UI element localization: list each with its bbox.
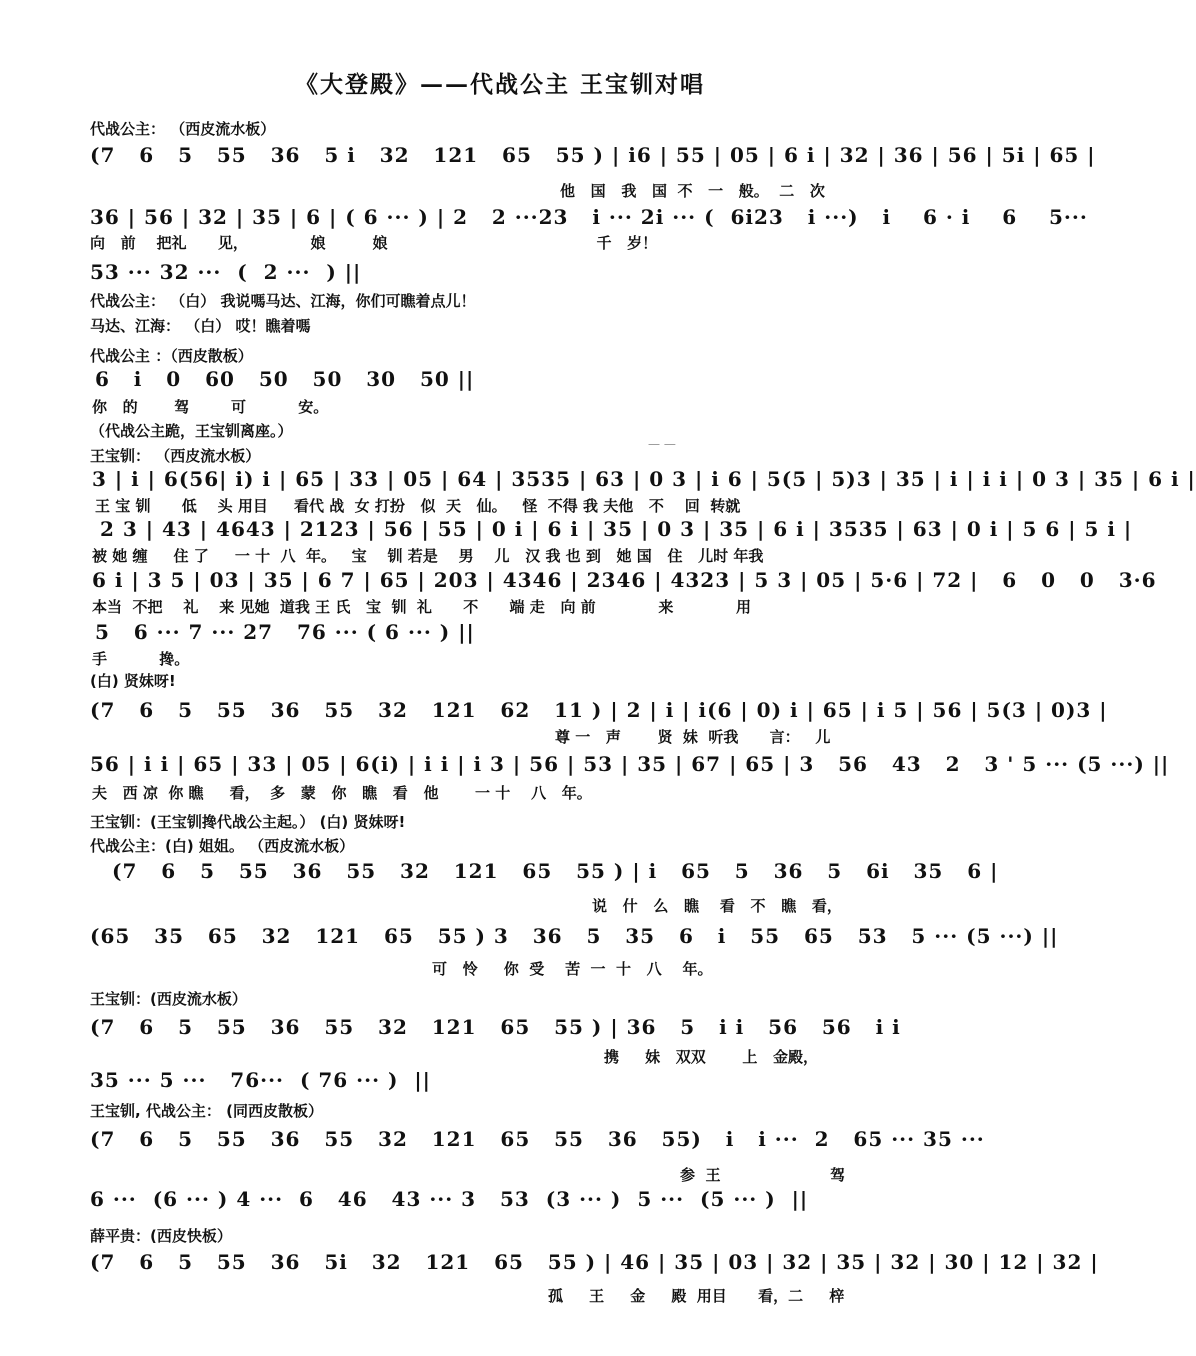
- lyrics-line: 可 怜 你 受 苦 一 十 八 年。: [432, 960, 713, 978]
- lyrics-line: 王 宝 钏 低 头 用目 看代 战 女 打扮 似 天 仙。 怪 不得 我 夫他 不 回 转就: [95, 497, 741, 515]
- speaker-label: （代战公主跪，王宝钏离座。）: [90, 422, 293, 440]
- notation-line: (7 6 5 55 36 55 32 121 65 55 ) | 36 5 i i 56 56 i i: [90, 1015, 901, 1039]
- notation-line: 2 3 | 43 | 4643 | 2123 | 56 | 55 | 0 i | 6 i | 35 | 0 3 | 35 | 6 i | 3535 | 63 | 0 i | 5 6 | 5 i |: [100, 517, 1133, 541]
- lyrics-line: 向 前 把礼 见， 娘 娘 千 岁！: [90, 234, 658, 252]
- notation-line: 3 | i | 6(56| i) i | 65 | 33 | 05 | 64 | 3535 | 63 | 0 3 | i 6 | 5(5 | 5)3 | 35 | i | i i | 0 3 | 35 | 6 i |: [92, 467, 1196, 491]
- speaker-label: (白) 贤妹呀!: [90, 672, 176, 690]
- speaker-label: 代战公主 ：（西皮散板）: [90, 347, 253, 365]
- speaker-label: 代战公主：(白) 姐姐。 （西皮流水板）: [90, 837, 355, 855]
- notation-line: 36 | 56 | 32 | 35 | 6 | ( 6 ··· ) | 2 2 ···23 i ··· 2i ··· ( 6i23 i ···) i 6 · i 6 5···: [90, 205, 1088, 229]
- speaker-label: 代战公主： （白） 我说嗎马达、江海，你们可瞧着点儿！: [90, 292, 476, 310]
- notation-line: 56 | i i | 65 | 33 | 05 | 6(i) | i i | i 3 | 56 | 53 | 35 | 67 | 65 | 3 56 43 2 3 ' 5 ··· (5 ···) ||: [90, 752, 1170, 776]
- lyrics-line: 你 的 驾 可 安。: [92, 398, 329, 416]
- notation-line: 53 ··· 32 ··· ( 2 ··· ) ||: [90, 260, 362, 284]
- notation-line: 6 i 0 60 50 50 30 50 ||: [95, 367, 475, 391]
- lyrics-line: 孤 王 金 殿 用目 看，二 梓: [548, 1287, 845, 1305]
- notation-line: (7 6 5 55 36 55 32 121 65 55 36 55) i i ··· 2 65 ··· 35 ···: [90, 1127, 985, 1151]
- notation-line: 6 i | 3 5 | 03 | 35 | 6 7 | 65 | 203 | 4346 | 2346 | 4323 | 5 3 | 05 | 5·6 | 72 | 6 0 0 3·6: [92, 568, 1157, 592]
- lyrics-line: 被 她 缠 住 了 一 十 八 年。 宝 钏 若是 男 儿 汉 我 也 到 她 国 住 儿时 年我: [92, 547, 764, 565]
- notation-line: (7 6 5 55 36 55 32 121 62 11 ) | 2 | i | i(6 | 0) i | 65 | i 5 | 56 | 5(3 | 0)3 |: [90, 698, 1108, 722]
- speaker-label: 王宝钏：(西皮流水板）: [90, 990, 247, 1008]
- lyrics-line: 参 王 驾: [680, 1166, 846, 1184]
- lyrics-line: 尊 一 声 贤 妹 听我 言： 儿: [555, 728, 831, 746]
- scan-mark: — —: [648, 437, 676, 451]
- lyrics-line: 携 妹 双双 上 金殿，: [604, 1048, 818, 1066]
- notation-line: (65 35 65 32 121 65 55 ) 3 36 5 35 6 i 55 65 53 5 ··· (5 ···) ||: [90, 924, 1059, 948]
- speaker-label: 代战公主： （西皮流水板）: [90, 120, 276, 138]
- speaker-label: 王宝钏：(王宝钏搀代战公主起。） (白) 贤妹呀!: [90, 813, 406, 831]
- speaker-label: 王宝钏, 代战公主： (同西皮散板）: [90, 1102, 323, 1120]
- speaker-label: 薛平贵：(西皮快板）: [90, 1227, 232, 1245]
- lyrics-line: 他 国 我 国 不 一 般。 二 次: [560, 182, 825, 200]
- speaker-label: 马达、江海： （白） 哎！瞧着嗎: [90, 317, 311, 335]
- notation-line: 5 6 ··· 7 ··· 27 76 ··· ( 6 ··· ) ||: [95, 620, 475, 644]
- notation-line: (7 6 5 55 36 5 i 32 121 65 55 ) | i6 | 55 | 05 | 6 i | 32 | 36 | 56 | 5i | 65 |: [90, 143, 1096, 167]
- lyrics-line: 手 搀。: [92, 650, 190, 668]
- page-title: 《大登殿》——代战公主 王宝钏对唱: [294, 71, 705, 98]
- notation-line: (7 6 5 55 36 5i 32 121 65 55 ) | 46 | 35 | 03 | 32 | 35 | 32 | 30 | 12 | 32 |: [90, 1250, 1099, 1274]
- lyrics-line: 说 什 么 瞧 看 不 瞧 看，: [592, 897, 842, 915]
- lyrics-line: 夫 西 凉 你 瞧 看， 多 蒙 你 瞧 看 他 一 十 八 年。: [92, 784, 592, 802]
- notation-line: (7 6 5 55 36 55 32 121 65 55 ) | i 65 5 36 5 6i 35 6 |: [112, 859, 999, 883]
- notation-line: 6 ··· (6 ··· ) 4 ··· 6 46 43 ··· 3 53 (3 ··· ) 5 ··· (5 ··· ) ||: [90, 1187, 809, 1211]
- speaker-label: 王宝钏： （西皮流水板）: [90, 447, 261, 465]
- lyrics-line: 本当 不把 礼 来 见她 道我 王 氏 宝 钏 礼 不 端 走 向 前 来 用: [92, 598, 751, 616]
- notation-line: 35 ··· 5 ··· 76··· ( 76 ··· ) ||: [90, 1068, 431, 1092]
